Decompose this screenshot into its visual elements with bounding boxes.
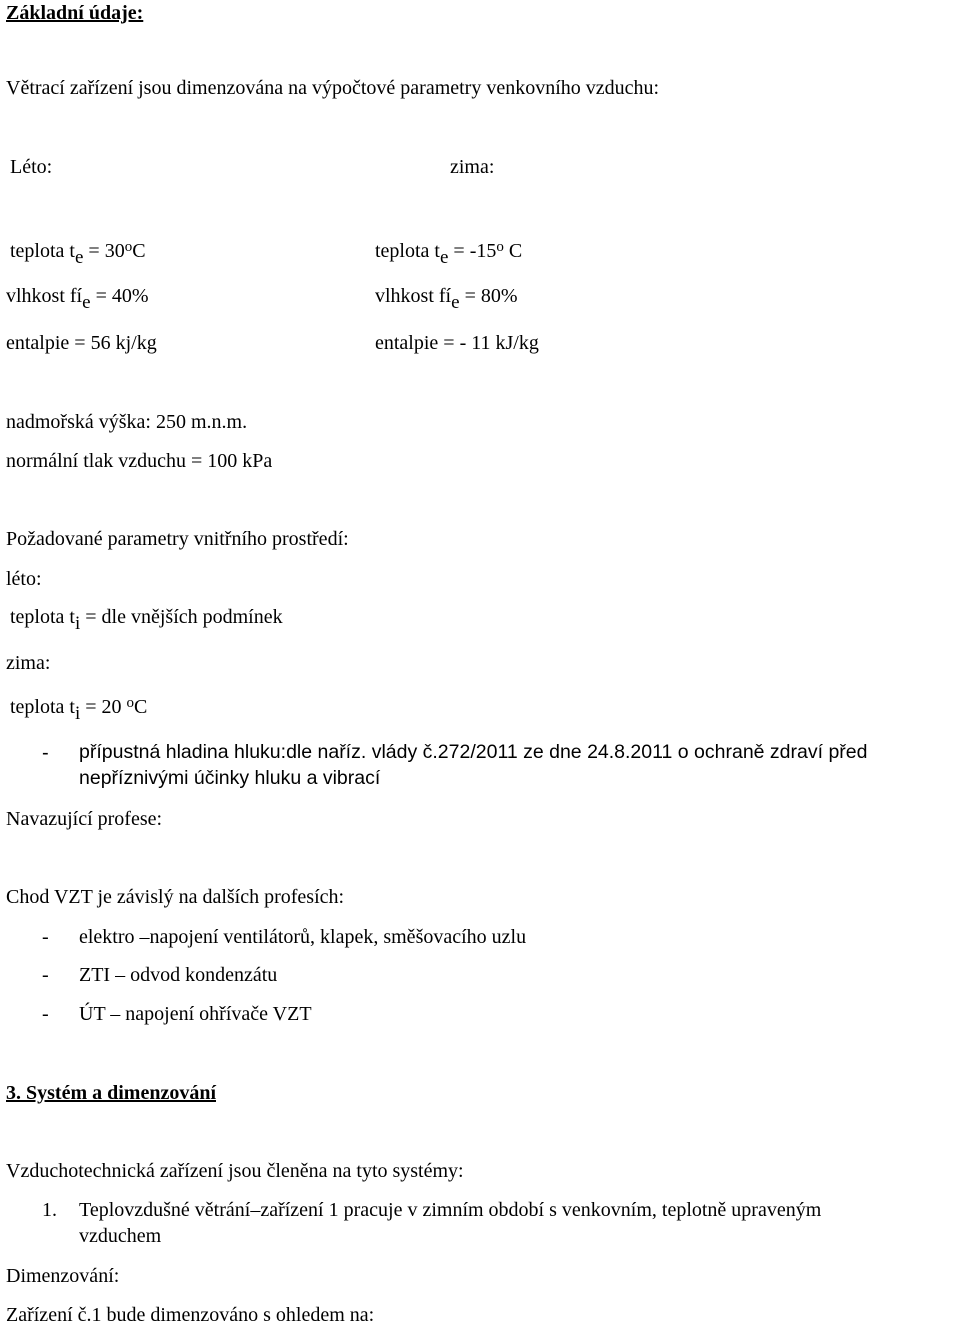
indoor-winter-sub: i (74, 703, 81, 724)
system-1-line-1: Teplovzdušné větrání–zařízení 1 pracuje v zimním období s venkovním, teplotně upraveným (79, 1199, 822, 1221)
summer-hum-sub: e (82, 292, 91, 313)
noise-line-2: nepříznivými účinky hluku a vibrací (79, 767, 381, 789)
system-1-line-2: vzduchem (79, 1225, 162, 1247)
intro-text: Větrací zařízení jsou dimenzována na výpočtové parametry venkovního vzduchu: (6, 77, 660, 99)
indoor-winter-temperature (10, 695, 148, 724)
winter-temperature (375, 239, 523, 268)
winter-humidity (375, 285, 518, 313)
indoor-winter-unit: C (134, 696, 148, 718)
indoor-winter-label: zima: (6, 652, 51, 674)
winter-hum-prefix: vlhkost fí (375, 285, 452, 307)
systems-intro: Vzduchotechnická zařízení jsou členěna na tyto systémy: (6, 1160, 464, 1182)
altitude-text: nadmořská výška: 250 m.n.m. (6, 411, 248, 433)
dependency-item-ut: ÚT – napojení ohřívače VZT (79, 1003, 312, 1025)
dependency-intro: Chod VZT je závislý na dalších profesích: (6, 886, 345, 908)
noise-bullet-dash: - (42, 742, 49, 764)
pressure-text: normální tlak vzduchu = 100 kPa (6, 450, 273, 472)
winter-temp-prefix: teplota t (375, 240, 440, 262)
indoor-summer-temperature (10, 606, 283, 634)
winter-enthalpy: entalpie = - 11 kJ/kg (375, 332, 539, 354)
winter-temp-value: = -15 (448, 240, 497, 262)
system-1-number: 1. (42, 1199, 57, 1221)
winter-hum-sub: e (451, 292, 460, 313)
summer-temp-degree: o (124, 239, 133, 255)
summer-hum-value: = 40% (90, 285, 149, 307)
summer-enthalpy: entalpie = 56 kj/kg (6, 332, 157, 354)
dependency-dash: - (42, 1003, 49, 1025)
summer-temp-sub: e (74, 247, 84, 268)
indoor-summer-label: léto: (6, 568, 42, 590)
winter-hum-value: = 80% (459, 285, 518, 307)
device-1-sizing-text: Zařízení č.1 bude dimenzováno s ohledem na: (6, 1304, 375, 1326)
dependency-dash: - (42, 964, 49, 986)
indoor-winter-value: = 20 (80, 696, 127, 718)
summer-temp-value: = 30 (83, 240, 125, 262)
section-3-heading: 3. Systém a dimenzování (6, 1082, 216, 1104)
winter-temp-degree: o (496, 239, 504, 255)
winter-label: zima: (450, 156, 495, 178)
heading-basic-data: Základní údaje: (6, 2, 144, 24)
dependency-dash: - (42, 926, 49, 948)
sizing-label: Dimenzování: (6, 1265, 120, 1287)
dependency-item-zti: ZTI – odvod kondenzátu (79, 964, 278, 986)
summer-temp-prefix: teplota t (10, 240, 75, 262)
noise-line-1: přípustná hladina hluku:dle naříz. vlády č.272/2011 ze dne 24.8.2011 o ochraně zdraví před (79, 741, 868, 763)
summer-temperature (10, 239, 146, 268)
summer-hum-prefix: vlhkost fí (6, 285, 83, 307)
indoor-heading: Požadované parametry vnitřního prostředí: (6, 528, 349, 550)
summer-temp-unit: C (132, 240, 146, 262)
winter-temp-sub: e (439, 247, 449, 268)
indoor-summer-sub: i (74, 613, 81, 634)
indoor-winter-prefix: teplota t (10, 696, 75, 718)
winter-temp-unit: C (503, 240, 523, 262)
summer-humidity (6, 285, 149, 313)
indoor-winter-degree: o (126, 695, 135, 711)
summer-label: Léto: (10, 156, 53, 178)
dependency-item-electro: elektro –napojení ventilátorů, klapek, směšovacího uzlu (79, 926, 527, 948)
indoor-summer-value: = dle vnějších podmínek (80, 606, 283, 628)
related-professions-heading: Navazující profese: (6, 808, 163, 830)
indoor-summer-prefix: teplota t (10, 606, 75, 628)
